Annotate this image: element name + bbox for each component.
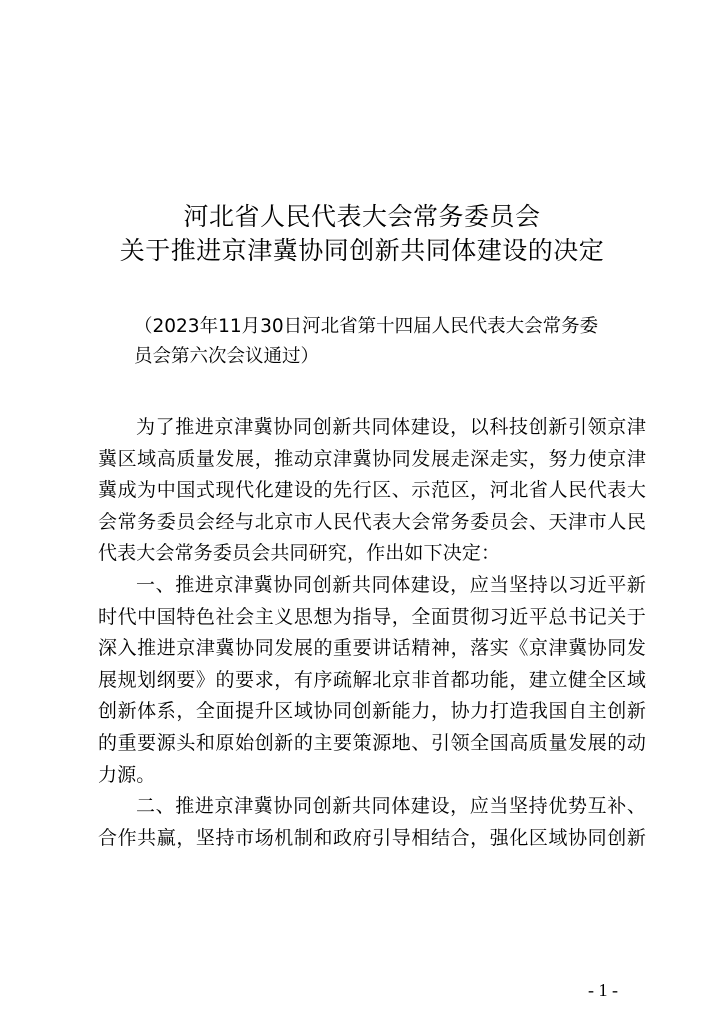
body-line: 冀成为中国式现代化建设的先行区、示范区，河北省人民代表大 bbox=[98, 479, 646, 502]
body-line: 展规划纲要》的要求，有序疏解北京非首都功能，建立健全区域 bbox=[98, 668, 646, 691]
body-line: 会常务委员会经与北京市人民代表大会常务委员会、天津市人民 bbox=[98, 510, 646, 533]
body-line: 一、推进京津冀协同创新共同体建设，应当坚持以习近平新 bbox=[136, 573, 646, 596]
body-line: 创新体系，全面提升区域协同创新能力，协力打造我国自主创新 bbox=[98, 700, 646, 723]
body-line: 代表大会常务委员会共同研究，作出如下决定： bbox=[98, 542, 501, 565]
body-line: 力源。 bbox=[98, 763, 156, 786]
body-line: 深入推进京津冀协同发展的重要讲话精神，落实《京津冀协同发 bbox=[98, 637, 646, 660]
body-line: 时代中国特色社会主义思想为指导，全面贯彻习近平总书记关于 bbox=[98, 605, 646, 628]
document-title-line-1: 河北省人民代表大会常务委员会 bbox=[183, 202, 541, 231]
body-line: 的重要源头和原始创新的主要策源地、引领全国高质量发展的动 bbox=[98, 731, 646, 754]
body-line: 冀区域高质量发展，推动京津冀协同发展走深走实，努力使京津 bbox=[98, 447, 646, 470]
body-line: 二、推进京津冀协同创新共同体建设，应当坚持优势互补、 bbox=[136, 795, 646, 818]
body-line: 为了推进京津冀协同创新共同体建设，以科技创新引领京津 bbox=[136, 416, 646, 438]
document-body bbox=[98, 412, 646, 854]
document-title-line-2: 关于推进京津冀协同创新共同体建设的决定 bbox=[119, 236, 605, 265]
adoption-note-line-2: 员会第六次会议通过） bbox=[134, 346, 320, 367]
body-line: 合作共赢，坚持市场机制和政府引导相结合，强化区域协同创新 bbox=[98, 826, 646, 849]
page-number: - 1 - bbox=[588, 980, 618, 1000]
adoption-note-line-1: （2023年11月30日河北省第十四届人民代表大会常务委 bbox=[134, 316, 599, 337]
